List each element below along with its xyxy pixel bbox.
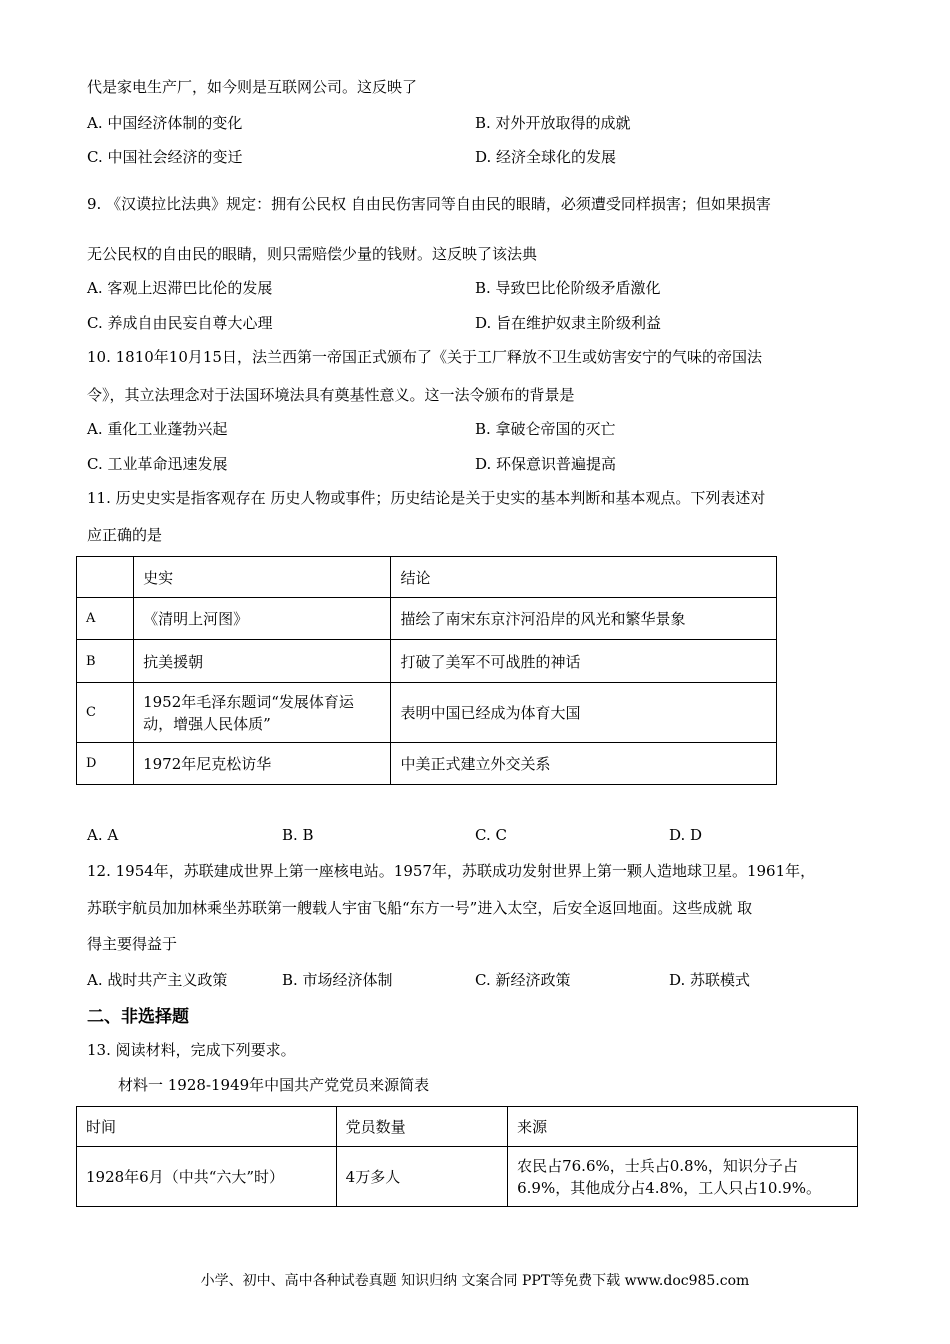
table-cell: 1928年6月（中共“六大”时） bbox=[77, 1147, 337, 1207]
table-cell: 1952年毛泽东题词“发展体育运动，增强人民体质” bbox=[134, 683, 391, 743]
q12-stem-line2: 苏联宇航员加加林乘坐苏联第一艘载人宇宙飞船“东方一号”进入太空，后安全返回地面。这些成就 取 bbox=[87, 899, 753, 917]
table-row bbox=[77, 598, 777, 640]
table-header-cell: 来源 bbox=[508, 1107, 858, 1147]
q11-option-d: D. D bbox=[669, 826, 703, 844]
table-cell: 1972年尼克松访华 bbox=[134, 743, 391, 785]
q10-option-a: A. 重化工业蓬勃兴起 bbox=[87, 420, 228, 438]
q11-table bbox=[76, 556, 777, 785]
table-header-row bbox=[77, 1107, 858, 1147]
q12-option-a: A. 战时共产主义政策 bbox=[87, 971, 228, 989]
q11-option-c: C. C bbox=[475, 826, 507, 844]
q12-option-b: B. 市场经济体制 bbox=[282, 971, 393, 989]
q11-stem-line1: 11. 历史史实是指客观存在 历史人物或事件；历史结论是关于史实的基本判断和基本观点。下列表述对 bbox=[87, 489, 766, 507]
q10-stem-line2: 令》，其立法理念对于法国环境法具有奠基性意义。这一法令颁布的背景是 bbox=[87, 386, 575, 404]
table-cell: 表明中国已经成为体育大国 bbox=[391, 683, 777, 743]
table-cell: D bbox=[77, 743, 134, 785]
q12-stem-line3: 得主要得益于 bbox=[87, 935, 178, 953]
table-cell: 农民占76.6%，士兵占0.8%，知识分子占6.9%，其他成分占4.8%，工人只占10.9%。 bbox=[508, 1147, 858, 1207]
q10-option-c: C. 工业革命迅速发展 bbox=[87, 455, 228, 473]
table-cell: A bbox=[77, 598, 134, 640]
table-cell: 中美正式建立外交关系 bbox=[391, 743, 777, 785]
q9-stem-line2: 无公民权的自由民的眼睛，则只需赔偿少量的钱财。这反映了该法典 bbox=[87, 245, 538, 263]
table-cell: 打破了美军不可战胜的神话 bbox=[391, 640, 777, 683]
table-cell: 抗美援朝 bbox=[134, 640, 391, 683]
table-cell: 《清明上河图》 bbox=[134, 598, 391, 640]
q9-stem-line1: 9. 《汉谟拉比法典》规定：拥有公民权 自由民伤害同等自由民的眼睛，必须遭受同样损害；但如果损害 bbox=[87, 195, 771, 213]
table-row bbox=[77, 683, 777, 743]
q9-option-a: A. 客观上迟滞巴比伦的发展 bbox=[87, 279, 273, 297]
q8-option-d: D. 经济全球化的发展 bbox=[475, 148, 617, 166]
q11-option-b: B. B bbox=[282, 826, 314, 844]
table-header-cell: 党员数量 bbox=[336, 1107, 507, 1147]
table-header-cell: 结论 bbox=[391, 557, 777, 598]
table-header-cell: 时间 bbox=[77, 1107, 337, 1147]
table-header-cell bbox=[77, 557, 134, 598]
q8-option-a: A. 中国经济体制的变化 bbox=[87, 114, 243, 132]
q9-option-b: B. 导致巴比伦阶级矛盾激化 bbox=[475, 279, 661, 297]
table-cell: 4万多人 bbox=[336, 1147, 507, 1207]
table-row bbox=[77, 1147, 858, 1207]
table-cell: B bbox=[77, 640, 134, 683]
table-row bbox=[77, 743, 777, 785]
q13-material-caption: 材料一 1928-1949年中国共产党党员来源简表 bbox=[118, 1076, 430, 1094]
table-header-row bbox=[77, 557, 777, 598]
q10-option-b: B. 拿破仑帝国的灭亡 bbox=[475, 420, 616, 438]
q12-option-d: D. 苏联模式 bbox=[669, 971, 751, 989]
q8-option-c: C. 中国社会经济的变迁 bbox=[87, 148, 243, 166]
q8-stem: 代是家电生产厂，如今则是互联网公司。这反映了 bbox=[87, 78, 418, 96]
table-row bbox=[77, 640, 777, 683]
q10-stem-line1: 10. 1810年10月15日，法兰西第一帝国正式颁布了《关于工厂释放不卫生或妨害安宁的气味的帝国法 bbox=[87, 348, 762, 366]
q12-option-c: C. 新经济政策 bbox=[475, 971, 571, 989]
q10-option-d: D. 环保意识普遍提高 bbox=[475, 455, 617, 473]
table-header-cell: 史实 bbox=[134, 557, 391, 598]
q13-table bbox=[76, 1106, 858, 1207]
q11-stem-line2: 应正确的是 bbox=[87, 526, 163, 544]
q12-stem-line1: 12. 1954年，苏联建成世界上第一座核电站。1957年，苏联成功发射世界上第一颗人造地球卫星。1961年， bbox=[87, 862, 816, 880]
table-cell: C bbox=[77, 683, 134, 743]
q11-option-a: A. A bbox=[87, 826, 119, 844]
q13-stem: 13. 阅读材料，完成下列要求。 bbox=[87, 1041, 296, 1059]
q9-option-c: C. 养成自由民妄自尊大心理 bbox=[87, 314, 273, 332]
q9-option-d: D. 旨在维护奴隶主阶级利益 bbox=[475, 314, 662, 332]
section-heading: 二、非选择题 bbox=[87, 1007, 189, 1027]
table-cell: 描绘了南宋东京汴河沿岸的风光和繁华景象 bbox=[391, 598, 777, 640]
q8-option-b: B. 对外开放取得的成就 bbox=[475, 114, 631, 132]
page-footer: 小学、初中、高中各种试卷真题 知识归纳 文案合同 PPT等免费下载 www.doc985.com bbox=[200, 1273, 750, 1289]
